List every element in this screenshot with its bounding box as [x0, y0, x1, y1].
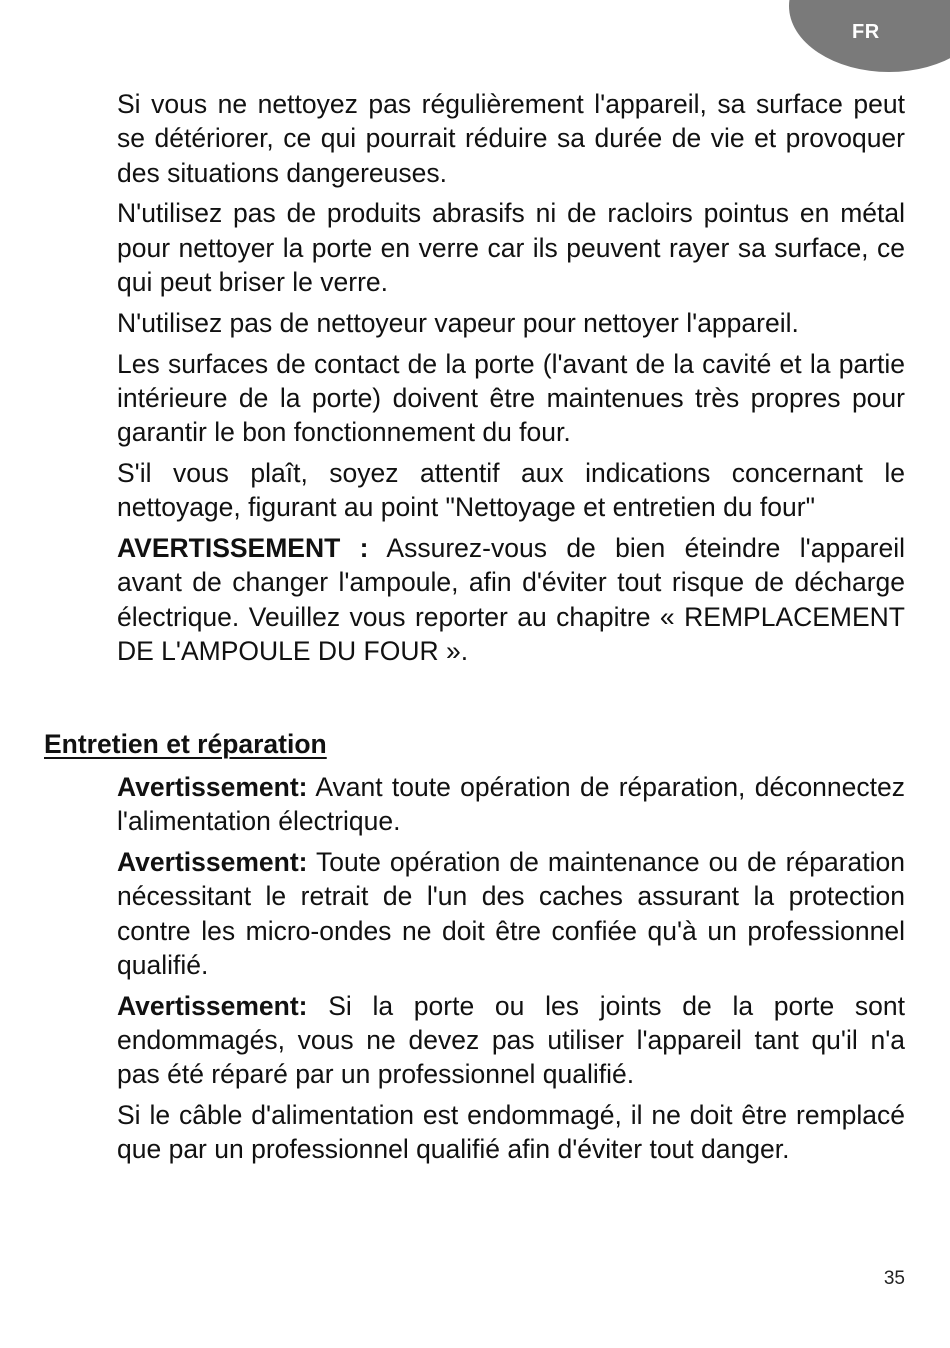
paragraph-text: Toute opération de maintenance ou de réparation nécessitant le retrait de l'un des caches assurant la protection contre les micro-ondes ne doit être confiée qu'à un professionnel qualifié.: [117, 847, 905, 980]
warning-paragraph: [117, 531, 905, 668]
warning-paragraph: [117, 845, 905, 982]
paragraph: [117, 1098, 905, 1167]
page-number: 35: [883, 1268, 905, 1289]
paragraph: [117, 347, 905, 450]
warning-label: Avertissement:: [117, 772, 308, 802]
paragraph-text: Si la porte ou les joints de la porte sont endommagés, vous ne devez pas utiliser l'appareil tant qu'il n'a pas été réparé par un professionnel qualifié.: [117, 990, 905, 1090]
warning-paragraph: [117, 989, 905, 1092]
language-label: FR: [852, 21, 880, 43]
top-paragraphs: [117, 87, 905, 675]
paragraph: [117, 196, 905, 299]
paragraph-text: Si vous ne nettoyez pas régulièrement l'appareil, sa surface peut se détériorer, ce qui pourrait réduire sa durée de vie et provoquer des situations dangereuses.: [117, 89, 905, 188]
warning-label: Avertissement:: [117, 847, 308, 878]
paragraph-text: Les surfaces de contact de la porte (l'avant de la cavité et la partie intérieure de la porte) doivent être maintenues très propres pour garantir le bon fonctionnement du four.: [117, 348, 905, 448]
paragraph-text: N'utilisez pas de produits abrasifs ni de racloirs pointus en métal pour nettoyer la porte en verre car ils peuvent rayer sa surface, ce qui peut briser le verre.: [117, 198, 905, 297]
paragraph: [117, 306, 905, 340]
paragraph: [117, 456, 905, 525]
paragraph-text: Assurez-vous de bien éteindre l'appareil avant de changer l'ampoule, afin d'éviter tout risque de décharge électrique. Veuillez vous reporter au chapitre « REMPLACEMENT DE L'AMPOULE DU FOUR ».: [117, 533, 905, 666]
warning-paragraph: [117, 770, 905, 839]
paragraph-text: N'utilisez pas de nettoyeur vapeur pour nettoyer l'appareil.: [117, 307, 799, 338]
warning-label: Avertissement:: [117, 990, 308, 1021]
section-heading: Entretien et réparation: [44, 729, 327, 759]
paragraph: [117, 87, 905, 190]
section-paragraphs: [117, 770, 905, 1173]
paragraph-text: Avant toute opération de réparation, déconnectez l'alimentation électrique.: [117, 772, 905, 837]
warning-label: AVERTISSEMENT :: [117, 533, 369, 564]
paragraph-text: Si le câble d'alimentation est endommagé, il ne doit être remplacé que par un professionnel qualifié afin d'éviter tout danger.: [117, 1100, 905, 1165]
paragraph-text: S'il vous plaît, soyez attentif aux indications concernant le nettoyage, figurant au point "Nettoyage et entretien du four": [117, 457, 905, 523]
